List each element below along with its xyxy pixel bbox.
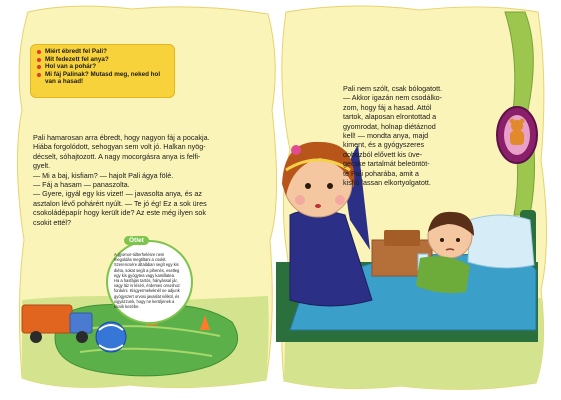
questions-list — [31, 45, 174, 86]
tip-title: Ötlet — [124, 236, 149, 245]
question-item: Miért ébredt fel Pali? — [45, 48, 170, 56]
story-text-right: Pali nem szólt, csak bólogatott. — Akkor igazán nem csodálko- zom, hogy fáj a hasad. Attól tartok, alaposan elrontottad a gyomrodat, holnap diétáznod kell! — mondta anya, majd kiment, és a gyógyszeres dobozból elővett kis üve- gecske tartalmát beleöntöt- te Pali poharába, amit a kisfiú lassan elkortyolgatott. — [343, 84, 443, 188]
question-item: Mi fáj Palinak? Mutasd meg, neked hol van a hasad! — [45, 71, 170, 86]
question-item: Hol van a pohár? — [45, 63, 170, 71]
toy-truck-cab — [70, 313, 92, 333]
candy-basket — [384, 230, 420, 246]
pillow — [468, 215, 534, 268]
toy-ball — [96, 322, 126, 352]
questions-box — [30, 44, 175, 98]
story-text-left: Pali hamarosan arra ébredt, hogy nagyon fáj a pocakja. Hiába forgolódott, sehogyan sem volt jó. Halkan nyög- décselt, sóhajtozott. A nagy mocorgásra anya is felfi- gyelt. — Mi a baj, kisfiam? — hajolt Pali ágya fölé. — Fáj a hasam — panaszolta. — Gyere, igyál egy kis vizet! — javasolta anya, és az asztalon lévő pohárért nyúlt. — Te jó ég! Ez a sok üres csokoládépapír hogy került ide? Az este még ilyen sok csokit ettél? — [33, 133, 210, 227]
boy-pajama — [416, 256, 470, 293]
tip-text: A gyomor-túlterhelésre nem megoldás megtiltani a csokit. Szerencsére általában segít egy kis diéta, sokat segít a pihenés, esetleg egy kis gyógytea vagy kamillatea. Ha a hasfájás tartós, hányással jár, vagy láz is kíséri, érdemes orvoshoz fordulni. Kisgyermekeknél ne adjunk gyógyszert orvosi javaslat nélkül, és vigyázzunk, hogy ne kerüljenek a kicsik kezébe. — [114, 252, 180, 310]
toy-truck-dump — [22, 305, 72, 333]
question-item: Mit fedezett fel anya? — [45, 56, 170, 64]
